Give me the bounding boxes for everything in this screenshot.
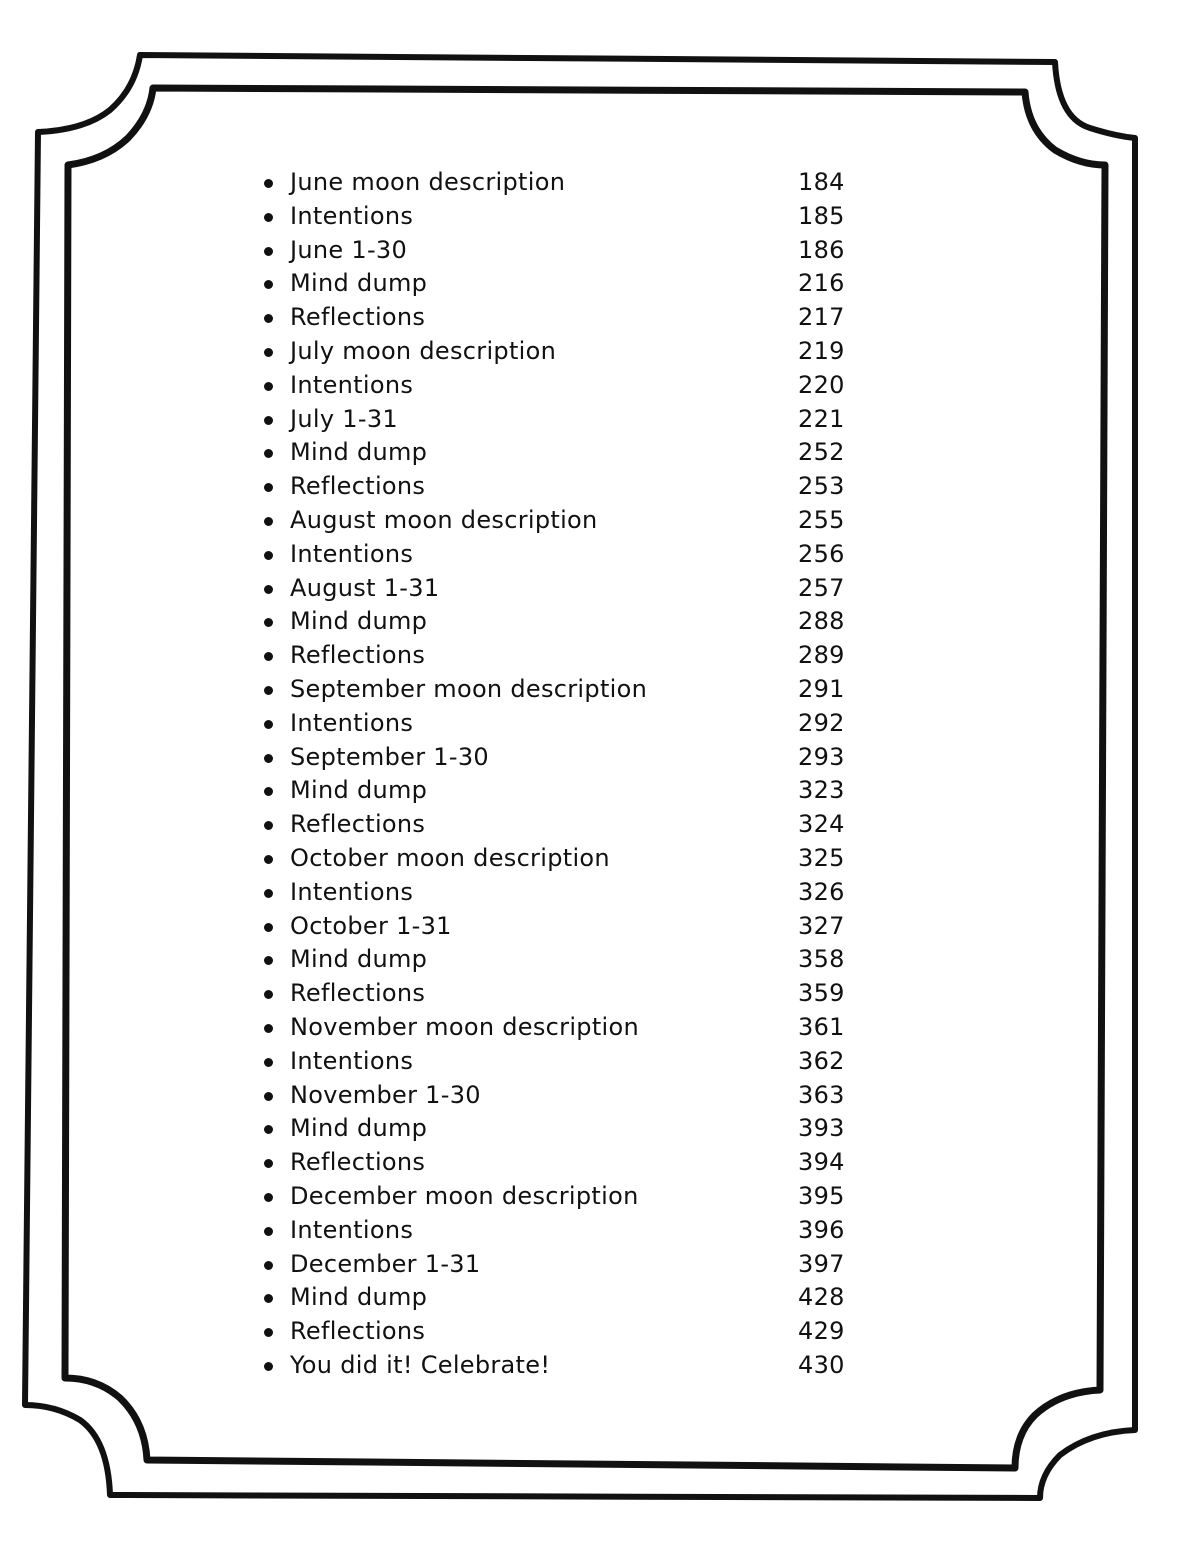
toc-entry-page-number: 324 bbox=[798, 810, 845, 839]
toc-entry bbox=[258, 741, 858, 775]
toc-entry-label: June moon description bbox=[290, 168, 566, 196]
bullet-icon bbox=[264, 1125, 273, 1134]
bullet-icon bbox=[264, 1227, 273, 1236]
bullet-icon bbox=[264, 416, 273, 425]
toc-entry-label: Mind dump bbox=[290, 776, 428, 805]
bullet-icon bbox=[264, 382, 273, 391]
toc-entry bbox=[258, 842, 858, 876]
toc-entry-label: Reflections bbox=[290, 303, 426, 332]
toc-entry bbox=[258, 1180, 858, 1214]
toc-entry-page-number: 291 bbox=[798, 674, 845, 703]
toc-entry-page-number: 184 bbox=[798, 168, 845, 196]
toc-entry bbox=[258, 403, 858, 437]
toc-entry-page-number: 255 bbox=[798, 505, 845, 534]
toc-entry-page-number: 325 bbox=[798, 843, 845, 872]
toc-entry bbox=[258, 470, 858, 504]
bullet-icon bbox=[264, 1294, 273, 1303]
toc-entry-label: Intentions bbox=[290, 708, 414, 737]
toc-entry bbox=[258, 605, 858, 639]
toc-entry-label: Reflections bbox=[290, 1317, 426, 1346]
toc-entry-page-number: 359 bbox=[798, 979, 845, 1008]
bullet-icon bbox=[264, 483, 273, 492]
toc-entry-label: November moon description bbox=[290, 1012, 640, 1041]
toc-entry-page-number: 288 bbox=[798, 607, 845, 636]
toc-entry bbox=[258, 1214, 858, 1248]
toc-entry-label: Mind dump bbox=[290, 945, 428, 974]
toc-entry-label: You did it! Celebrate! bbox=[290, 1350, 551, 1379]
toc-entry-label: August moon description bbox=[290, 505, 598, 534]
bullet-icon bbox=[264, 1362, 273, 1371]
toc-entry bbox=[258, 910, 858, 944]
toc-entry-label: Reflections bbox=[290, 810, 426, 839]
bullet-icon bbox=[264, 821, 273, 830]
toc-entry-label: Reflections bbox=[290, 641, 426, 670]
toc-entry bbox=[258, 369, 858, 403]
toc-entry bbox=[258, 673, 858, 707]
toc-entry-label: Reflections bbox=[290, 1148, 426, 1177]
bullet-icon bbox=[264, 280, 273, 289]
bullet-icon bbox=[264, 314, 273, 323]
toc-entry-label: December 1-31 bbox=[290, 1249, 481, 1278]
toc-entry-label: October moon description bbox=[290, 843, 610, 872]
table-of-contents bbox=[258, 166, 858, 1383]
toc-entry bbox=[258, 1315, 858, 1349]
toc-entry-label: Intentions bbox=[290, 1046, 414, 1075]
toc-entry-page-number: 361 bbox=[798, 1012, 845, 1041]
toc-entry-label: Mind dump bbox=[290, 1114, 428, 1143]
toc-entry-page-number: 216 bbox=[798, 269, 845, 298]
toc-entry-page-number: 219 bbox=[798, 336, 845, 365]
toc-entry-label: September moon description bbox=[290, 674, 648, 703]
bullet-icon bbox=[264, 179, 273, 188]
toc-entry-label: Mind dump bbox=[290, 1283, 428, 1312]
toc-entry bbox=[258, 572, 858, 606]
toc-entry-page-number: 358 bbox=[798, 945, 845, 974]
bullet-icon bbox=[264, 551, 273, 560]
toc-entry-label: July moon description bbox=[290, 336, 557, 365]
toc-entry bbox=[258, 504, 858, 538]
toc-entry-page-number: 323 bbox=[798, 776, 845, 805]
toc-entry-label: September 1-30 bbox=[290, 742, 489, 771]
bullet-icon bbox=[264, 652, 273, 661]
bullet-icon bbox=[264, 1328, 273, 1337]
bullet-icon bbox=[264, 956, 273, 965]
toc-entry bbox=[258, 808, 858, 842]
toc-entry-label: Intentions bbox=[290, 877, 414, 906]
toc-entry-label: Mind dump bbox=[290, 438, 428, 467]
toc-entry bbox=[258, 1146, 858, 1180]
toc-entry-label: Intentions bbox=[290, 1215, 414, 1244]
bullet-icon bbox=[264, 787, 273, 796]
toc-entry bbox=[258, 1112, 858, 1146]
toc-entry-label: October 1-31 bbox=[290, 911, 452, 940]
toc-entry-label: August 1-31 bbox=[290, 573, 440, 602]
bullet-icon bbox=[264, 720, 273, 729]
toc-entry-page-number: 293 bbox=[798, 742, 845, 771]
toc-entry bbox=[258, 1045, 858, 1079]
bullet-icon bbox=[264, 449, 273, 458]
toc-entry-page-number: 429 bbox=[798, 1317, 845, 1346]
toc-entry-page-number: 257 bbox=[798, 573, 845, 602]
toc-entry-page-number: 256 bbox=[798, 539, 845, 568]
toc-entry-page-number: 397 bbox=[798, 1249, 845, 1278]
toc-entry-page-number: 362 bbox=[798, 1046, 845, 1075]
toc-entry-page-number: 292 bbox=[798, 708, 845, 737]
toc-entry-page-number: 327 bbox=[798, 911, 845, 940]
toc-entry-label: Mind dump bbox=[290, 269, 428, 298]
toc-entry bbox=[258, 267, 858, 301]
toc-entry bbox=[258, 538, 858, 572]
toc-entry bbox=[258, 335, 858, 369]
toc-entry-page-number: 220 bbox=[798, 370, 845, 399]
toc-entry bbox=[258, 166, 858, 200]
toc-entry-page-number: 289 bbox=[798, 641, 845, 670]
toc-entry-label: July 1-31 bbox=[290, 404, 398, 433]
toc-entry-label: Mind dump bbox=[290, 607, 428, 636]
toc-entry-page-number: 394 bbox=[798, 1148, 845, 1177]
toc-entry bbox=[258, 876, 858, 910]
toc-entry-page-number: 428 bbox=[798, 1283, 845, 1312]
toc-entry bbox=[258, 943, 858, 977]
toc-entry bbox=[258, 1248, 858, 1282]
bullet-icon bbox=[264, 348, 273, 357]
toc-entry-label: November 1-30 bbox=[290, 1080, 481, 1109]
toc-entry-page-number: 185 bbox=[798, 201, 845, 230]
bullet-icon bbox=[264, 1159, 273, 1168]
bullet-icon bbox=[264, 990, 273, 999]
toc-entry-page-number: 363 bbox=[798, 1080, 845, 1109]
toc-entry bbox=[258, 234, 858, 268]
toc-entry-label: Reflections bbox=[290, 472, 426, 501]
toc-entry-page-number: 430 bbox=[798, 1350, 845, 1379]
toc-entry-label: Intentions bbox=[290, 370, 414, 399]
bullet-icon bbox=[264, 1092, 273, 1101]
bullet-icon bbox=[264, 686, 273, 695]
toc-entry-label: June 1-30 bbox=[290, 235, 408, 264]
bullet-icon bbox=[264, 855, 273, 864]
toc-entry bbox=[258, 774, 858, 808]
toc-entry-label: December moon description bbox=[290, 1181, 639, 1210]
toc-entry-page-number: 326 bbox=[798, 877, 845, 906]
bullet-icon bbox=[264, 247, 273, 256]
toc-entry-page-number: 217 bbox=[798, 303, 845, 332]
toc-entry-page-number: 395 bbox=[798, 1181, 845, 1210]
bullet-icon bbox=[264, 889, 273, 898]
bullet-icon bbox=[264, 517, 273, 526]
toc-entry bbox=[258, 1011, 858, 1045]
toc-entry-page-number: 393 bbox=[798, 1114, 845, 1143]
bullet-icon bbox=[264, 618, 273, 627]
bullet-icon bbox=[264, 1261, 273, 1270]
toc-entry bbox=[258, 1349, 858, 1383]
toc-entry bbox=[258, 200, 858, 234]
toc-entry bbox=[258, 707, 858, 741]
bullet-icon bbox=[264, 754, 273, 763]
toc-entry-page-number: 186 bbox=[798, 235, 845, 264]
toc-entry bbox=[258, 436, 858, 470]
toc-entry-label: Intentions bbox=[290, 201, 414, 230]
bullet-icon bbox=[264, 585, 273, 594]
toc-entry-page-number: 396 bbox=[798, 1215, 845, 1244]
bullet-icon bbox=[264, 213, 273, 222]
toc-entry-page-number: 252 bbox=[798, 438, 845, 467]
toc-entry-page-number: 253 bbox=[798, 472, 845, 501]
toc-entry-label: Reflections bbox=[290, 979, 426, 1008]
toc-entry bbox=[258, 977, 858, 1011]
toc-entry-label: Intentions bbox=[290, 539, 414, 568]
bullet-icon bbox=[264, 1193, 273, 1202]
bullet-icon bbox=[264, 1058, 273, 1067]
toc-entry bbox=[258, 1281, 858, 1315]
bullet-icon bbox=[264, 923, 273, 932]
toc-entry-page-number: 221 bbox=[798, 404, 845, 433]
bullet-icon bbox=[264, 1024, 273, 1033]
toc-entry bbox=[258, 301, 858, 335]
toc-entry bbox=[258, 1079, 858, 1113]
toc-entry bbox=[258, 639, 858, 673]
